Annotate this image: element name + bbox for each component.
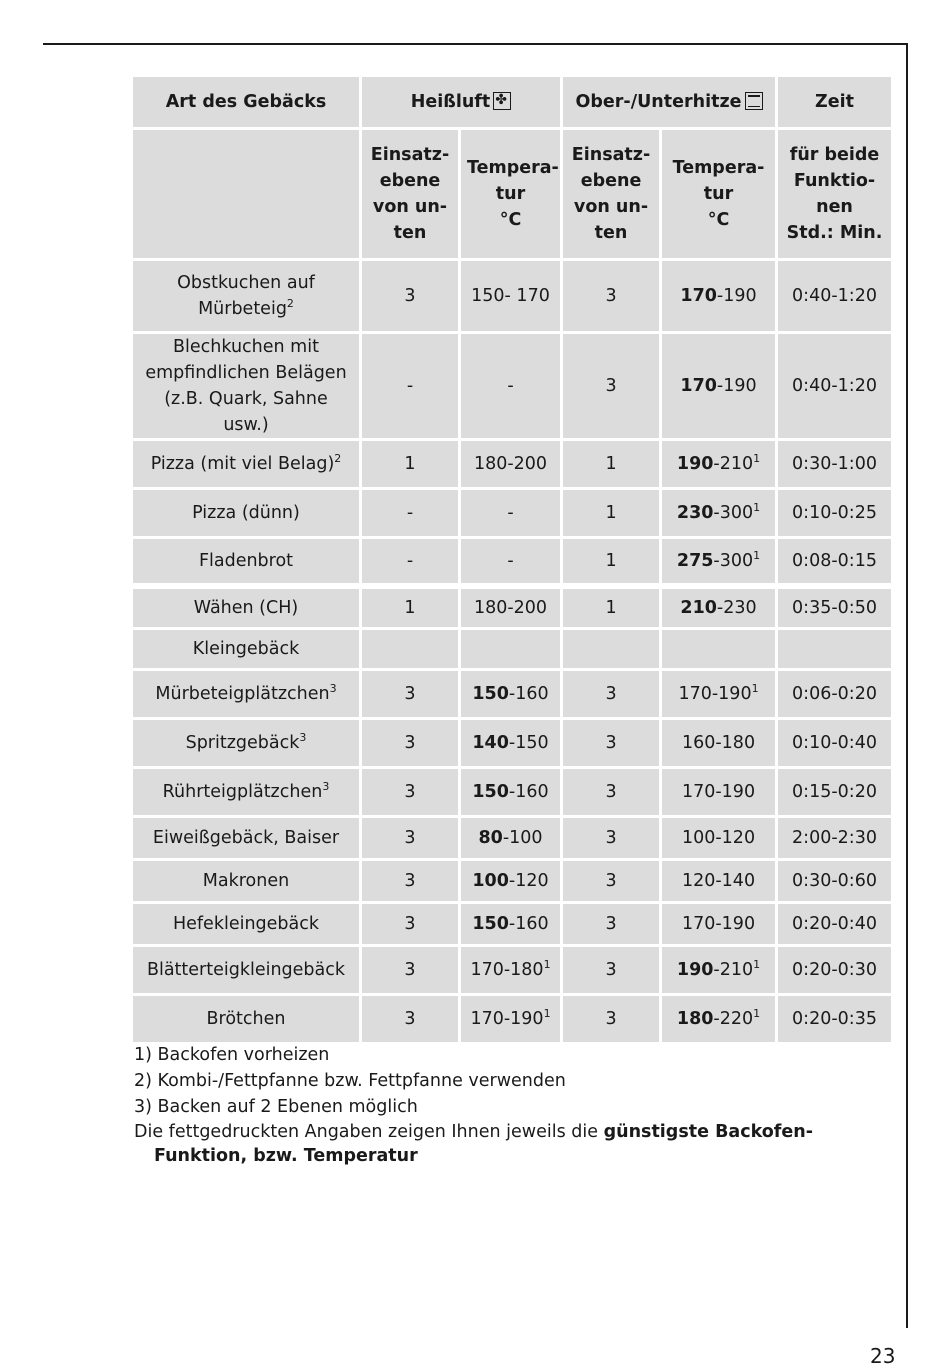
cell-temp-heissluft: - <box>461 490 560 536</box>
cell-name: Pizza (dünn) <box>133 490 359 536</box>
cell-ebene-heissluft: 3 <box>362 671 458 717</box>
cell-ebene-oberunter: 3 <box>563 818 659 858</box>
table-row <box>133 947 891 993</box>
footnote-2: 2) Kombi-/Fettpfanne bzw. Fettpfanne verwenden <box>134 1071 566 1091</box>
cell-name: Eiweißgebäck, Baiser <box>133 818 359 858</box>
cell-ebene-heissluft: 3 <box>362 947 458 993</box>
table-row <box>133 996 891 1042</box>
cell-ebene-oberunter: 1 <box>563 586 659 627</box>
cell-temp-oberunter: 170-190 <box>662 261 775 331</box>
cell-ebene-oberunter <box>563 630 659 668</box>
table-row <box>133 720 891 766</box>
cell-zeit: 0:06-0:20 <box>778 671 891 717</box>
cell-ebene-oberunter: 1 <box>563 539 659 583</box>
cell-temp-heissluft: 150-160 <box>461 904 560 944</box>
table-row <box>133 904 891 944</box>
cell-ebene-heissluft: 3 <box>362 261 458 331</box>
cell-ebene-heissluft: - <box>362 490 458 536</box>
footnote-1: 1) Backofen vorheizen <box>134 1045 330 1065</box>
header-art: Art des Gebäcks <box>133 77 359 127</box>
cell-temp-heissluft: $170-180^1$ <box>461 947 560 993</box>
cell-ebene-heissluft: 3 <box>362 861 458 901</box>
subheader-zeit: für beide Funktio- nen Std.: Min. <box>778 130 891 258</box>
table-row <box>133 261 891 331</box>
header-zeit: Zeit <box>778 77 891 127</box>
baking-table <box>130 74 894 1045</box>
cell-ebene-heissluft: 3 <box>362 904 458 944</box>
subheader-temp-1: Tempera- tur °C <box>461 130 560 258</box>
cell-ebene-oberunter: 3 <box>563 261 659 331</box>
cell-zeit: 0:20-0:30 <box>778 947 891 993</box>
cell-ebene-oberunter: 3 <box>563 769 659 815</box>
cell-zeit: 2:00-2:30 <box>778 818 891 858</box>
table-row <box>133 818 891 858</box>
cell-ebene-heissluft: - <box>362 334 458 438</box>
cell-temp-oberunter: 210-230 <box>662 586 775 627</box>
subheader-ebene-2: Einsatz- ebene von un- ten <box>563 130 659 258</box>
cell-temp-oberunter: $190-210^1$ <box>662 441 775 487</box>
cell-name: Spritzgebäck$^3$ <box>133 720 359 766</box>
table-row <box>133 490 891 536</box>
cell-name: Pizza (mit viel Belag)$^2$ <box>133 441 359 487</box>
table-row <box>133 769 891 815</box>
subheader-empty <box>133 130 359 258</box>
cell-zeit: 0:15-0:20 <box>778 769 891 815</box>
cell-temp-oberunter <box>662 630 775 668</box>
cell-ebene-heissluft: 1 <box>362 586 458 627</box>
cell-temp-heissluft: 140-150 <box>461 720 560 766</box>
cell-ebene-heissluft: 3 <box>362 769 458 815</box>
table-row <box>133 630 891 668</box>
cell-zeit: 0:20-0:35 <box>778 996 891 1042</box>
cell-name: Rührteigplätzchen$^3$ <box>133 769 359 815</box>
table-row <box>133 861 891 901</box>
table-body <box>133 261 891 1042</box>
cell-temp-oberunter: $275-300^1$ <box>662 539 775 583</box>
cell-temp-heissluft: 180-200 <box>461 586 560 627</box>
cell-name: Kleingebäck <box>133 630 359 668</box>
cell-temp-oberunter: 170-190 <box>662 769 775 815</box>
cell-zeit: 0:40-1:20 <box>778 334 891 438</box>
cell-temp-oberunter: 120-140 <box>662 861 775 901</box>
cell-temp-oberunter: $190-210^1$ <box>662 947 775 993</box>
cell-temp-oberunter: 170-190 <box>662 904 775 944</box>
cell-name: Fladenbrot <box>133 539 359 583</box>
table-row <box>133 671 891 717</box>
cell-ebene-heissluft <box>362 630 458 668</box>
cell-temp-oberunter: 100-120 <box>662 818 775 858</box>
side-rule <box>906 43 908 1328</box>
cell-temp-oberunter: $170-190^1$ <box>662 671 775 717</box>
table-row <box>133 334 891 438</box>
cell-zeit: 0:35-0:50 <box>778 586 891 627</box>
cell-name: Hefekleingebäck <box>133 904 359 944</box>
table-row <box>133 539 891 583</box>
table-row <box>133 586 891 627</box>
cell-ebene-oberunter: 1 <box>563 441 659 487</box>
cell-temp-heissluft: $170-190^1$ <box>461 996 560 1042</box>
cell-ebene-heissluft: 3 <box>362 720 458 766</box>
cell-temp-oberunter: 160-180 <box>662 720 775 766</box>
fan-icon <box>493 92 511 110</box>
cell-temp-heissluft: 150-160 <box>461 769 560 815</box>
cell-temp-heissluft: 150- 170 <box>461 261 560 331</box>
cell-temp-heissluft: 180-200 <box>461 441 560 487</box>
cell-zeit: 0:40-1:20 <box>778 261 891 331</box>
cell-zeit <box>778 630 891 668</box>
cell-zeit: 0:30-0:60 <box>778 861 891 901</box>
cell-name: Mürbeteigplätzchen$^3$ <box>133 671 359 717</box>
cell-temp-heissluft <box>461 630 560 668</box>
cell-temp-heissluft: - <box>461 539 560 583</box>
cell-ebene-oberunter: 3 <box>563 904 659 944</box>
cell-temp-heissluft: 150-160 <box>461 671 560 717</box>
page-number: 23 <box>870 1344 896 1368</box>
cell-zeit: 0:08-0:15 <box>778 539 891 583</box>
cell-name: Wähen (CH) <box>133 586 359 627</box>
cell-temp-oberunter: $230-300^1$ <box>662 490 775 536</box>
table-row <box>133 441 891 487</box>
footnote-3: 3) Backen auf 2 Ebenen möglich <box>134 1097 418 1117</box>
cell-name: Blätterteigkleingebäck <box>133 947 359 993</box>
cell-ebene-oberunter: 3 <box>563 861 659 901</box>
cell-ebene-heissluft: 3 <box>362 818 458 858</box>
cell-ebene-heissluft: 3 <box>362 996 458 1042</box>
cell-ebene-heissluft: 1 <box>362 441 458 487</box>
top-rule <box>43 43 908 45</box>
cell-name: Makronen <box>133 861 359 901</box>
cell-ebene-oberunter: 3 <box>563 947 659 993</box>
cell-name: Blechkuchen mit empfindlichen Belägen (z.B. Quark, Sahne usw.) <box>133 334 359 438</box>
notes <box>134 1042 834 1168</box>
subheader-temp-2: Tempera- tur °C <box>662 130 775 258</box>
cell-name: Brötchen <box>133 996 359 1042</box>
header-heissluft: Heißluft✤ <box>362 77 560 127</box>
cell-zeit: 0:10-0:25 <box>778 490 891 536</box>
subheader-ebene-1: Einsatz- ebene von un- ten <box>362 130 458 258</box>
cell-ebene-oberunter: 3 <box>563 334 659 438</box>
cell-ebene-oberunter: 1 <box>563 490 659 536</box>
cell-ebene-heissluft: - <box>362 539 458 583</box>
cell-name: Obstkuchen auf Mürbeteig$^2$ <box>133 261 359 331</box>
cell-ebene-oberunter: 3 <box>563 720 659 766</box>
cell-temp-oberunter: 170-190 <box>662 334 775 438</box>
cell-temp-heissluft: - <box>461 334 560 438</box>
header-oberunter: Ober-/Unterhitze <box>563 77 775 127</box>
cell-temp-oberunter: $180-220^1$ <box>662 996 775 1042</box>
cell-ebene-oberunter: 3 <box>563 671 659 717</box>
top-bottom-heat-icon <box>745 92 763 110</box>
bold-hint: Die fettgedruckten Angaben zeigen Ihnen jeweils die günstigste Backofen-Funktion, bzw. Temperatur <box>134 1122 813 1166</box>
cell-ebene-oberunter: 3 <box>563 996 659 1042</box>
cell-zeit: 0:10-0:40 <box>778 720 891 766</box>
cell-temp-heissluft: 80-100 <box>461 818 560 858</box>
cell-zeit: 0:30-1:00 <box>778 441 891 487</box>
cell-temp-heissluft: 100-120 <box>461 861 560 901</box>
cell-zeit: 0:20-0:40 <box>778 904 891 944</box>
